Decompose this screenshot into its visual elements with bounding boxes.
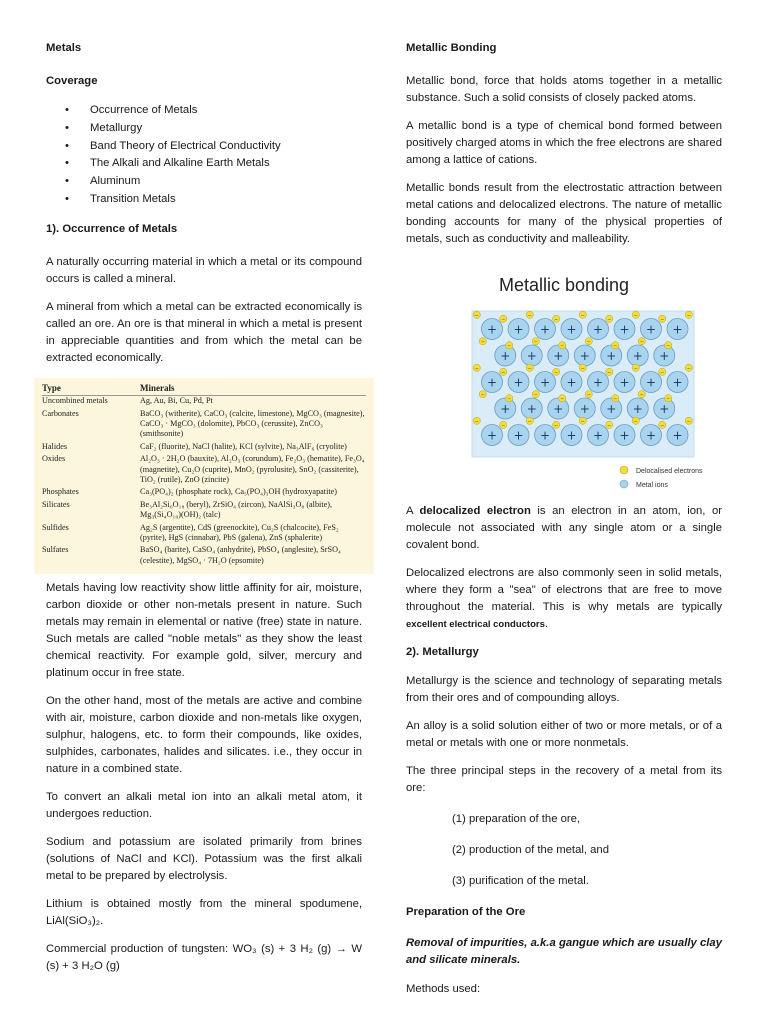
ion-charge-label: + — [486, 428, 498, 443]
ion-charge-label: + — [659, 349, 670, 363]
electron-charge-label: − — [533, 392, 538, 399]
bullet-icon: • — [65, 139, 69, 152]
electron-charge-label: − — [533, 339, 538, 346]
metal-ion-icon — [620, 480, 628, 488]
list-item: • Occurrence of Metals — [46, 102, 362, 120]
electron-charge-label: − — [586, 392, 591, 399]
electron-charge-label: − — [586, 339, 591, 346]
metallic-bonding-figure — [406, 259, 722, 489]
table-row: Sulfides Ag₂S (argentite), CdS (greenockite), Cu₂S (chalcocite), FeS₂ (pyrite), HgS (cinnabar), PbS (galena), ZnS (sphalerite) — [42, 522, 339, 543]
ion-charge-label: + — [592, 375, 604, 390]
paragraph: A naturally occurring material in which a metal or its compound occurs is called a mineral. — [46, 255, 362, 285]
paragraph: An alloy is a solid solution either of two or more metals, or of a metal or metals with one or more nonmetals. — [406, 720, 722, 749]
electron-charge-label: − — [480, 339, 485, 346]
ion-charge-label: + — [645, 375, 657, 390]
paragraph: A metallic bond is a type of chemical bond formed between positively charged atoms in which the free electrons are shared among a lattice of cations. — [406, 120, 722, 166]
ion-charge-label: + — [672, 375, 683, 390]
ion-charge-label: + — [513, 428, 524, 443]
table-row: Silicates Be₃Al₂Si₆O₁₈ (beryl), ZrSiO₄ (zircon), NaAlSi₃O₈ (albite), Mg₃(Si₄O₁₀)(OH)₂ (talc) — [42, 499, 333, 520]
ion-charge-label: + — [619, 375, 630, 390]
ion-charge-label: + — [539, 428, 551, 443]
paragraph: Metallic bond, force that holds atoms together in a metallic substance. Such a solid consists of closely packed atoms. — [406, 75, 722, 104]
electron-charge-label: − — [639, 392, 644, 399]
electron-charge-label: − — [554, 422, 559, 429]
electron-charge-label: − — [501, 369, 506, 376]
section-title-metallurgy: 2). Metallurgy — [406, 646, 479, 658]
diagram-title: Metallic bonding — [498, 275, 630, 295]
table-header-type: Type — [42, 382, 140, 396]
bullet-icon: • — [65, 192, 69, 205]
list-item: • Transition Metals — [46, 191, 362, 209]
electron-charge-label: − — [666, 343, 671, 350]
electron-charge-label: − — [633, 312, 638, 319]
electron-charge-label: − — [580, 312, 585, 319]
list-item: • Metallurgy — [46, 120, 362, 138]
electron-charge-label: − — [501, 422, 506, 429]
ion-charge-label: + — [566, 375, 577, 390]
electron-charge-label: − — [613, 396, 618, 403]
paragraph: Metals having low reactivity show little affinity for air, moisture, carbon dioxide or other non-metals present in nature. Such metals may remain in elemental or native (free) state in nature. Such metals are called "noble metals" as they show the least chemical reactivity. For example gold, silver, mercury and platinum occur in free state. — [46, 582, 362, 680]
ion-charge-label: + — [632, 349, 643, 363]
ion-charge-label: + — [526, 402, 537, 416]
ion-charge-label: + — [500, 402, 511, 416]
electron-charge-label: − — [527, 365, 532, 372]
electron-charge-label: − — [607, 369, 612, 376]
electron-charge-label: − — [474, 312, 479, 319]
table-row: Phosphates Ca₃(PO₄)₂ (phosphate rock), Ca₅(PO₄)₃OH (hydroxyapatite) — [42, 487, 337, 497]
ion-charge-label: + — [553, 402, 564, 416]
electron-charge-label: − — [613, 343, 618, 350]
list-item: (1) preparation of the ore, — [452, 813, 581, 825]
ion-charge-label: + — [592, 428, 604, 443]
electron-charge-label: − — [639, 339, 644, 346]
right-column — [406, 40, 722, 1009]
ion-charge-label: + — [606, 402, 617, 416]
list-item: • Aluminum — [46, 173, 362, 191]
term-conductors: excellent electrical conductors — [406, 619, 545, 630]
electron-charge-label: − — [580, 365, 585, 372]
term-delocalized-electron: delocalized electron — [419, 505, 531, 517]
electron-charge-label: − — [686, 312, 691, 319]
bullet-icon: • — [65, 175, 69, 188]
ion-charge-label: + — [513, 375, 524, 390]
electron-charge-label: − — [660, 422, 665, 429]
table-row: Sulfates BaSO₄ (barite), CaSO₄ (anhydrite), PbSO₄ (anglesite), SrSO₄ (celestite), MgSO₄ · 7H₂O (epsomite) — [42, 545, 341, 565]
ion-charge-label: + — [539, 375, 551, 390]
left-column — [42, 40, 365, 986]
paragraph: The three principal steps in the recovery of a metal from its ore: — [406, 765, 722, 794]
electron-charge-label: − — [666, 396, 671, 403]
electron-charge-label: − — [560, 343, 565, 350]
electron-charge-label: − — [507, 396, 512, 403]
coverage-list — [46, 102, 362, 209]
ion-charge-label: + — [606, 349, 617, 363]
ion-charge-label: + — [513, 322, 524, 337]
table-row: Oxides Al₂O₃ · 2H₂O (bauxite), Al₂O₃ (corundum), Fe₂O₃ (hematite), Fe₃O₄ (magnetite), Cu₂O (cuprite), MnO₂ (pyrolusite), SnO₂ (cassiterite), TiO₂ (rutile), ZnO (zincite) — [42, 454, 365, 485]
table-row: Carbonates BaCO₃ (witherite), CaCO₃ (calcite, limestone), MgCO₃ (magnesite), CaCO₃ · MgCO₃ (dolomite), PbCO₃ (cerussite), ZnCO₃ (smithsonite) — [42, 408, 365, 439]
table-row: Halides CaF₂ (fluorite), NaCl (halite), KCl (sylvite), Na₃AlF₆ (cryolite) — [42, 441, 347, 451]
legend-electrons — [620, 466, 703, 475]
list-item: (2) production of the metal, and — [452, 844, 609, 856]
legend-ions — [620, 480, 668, 489]
legend-ions-label: Metal ions — [636, 482, 668, 489]
electron-charge-label: − — [554, 316, 559, 323]
electron-charge-label: − — [633, 365, 638, 372]
paragraph: Delocalized electrons are also commonly seen in solid metals, where they form a "sea" of electrons that are free to move throughout the material. This is why metals are typically excellent electrical conductors. — [406, 567, 722, 630]
ion-charge-label: + — [539, 322, 551, 337]
ion-charge-label: + — [645, 322, 657, 337]
electron-charge-label: − — [474, 365, 479, 372]
metallic-bonding-diagram — [406, 259, 722, 489]
ion-charge-label: + — [579, 402, 590, 416]
bullet-icon: • — [65, 121, 69, 134]
electron-charge-label: − — [554, 369, 559, 376]
ion-charge-label: + — [579, 349, 590, 363]
electron-charge-label: − — [480, 392, 485, 399]
electron-charge-label: − — [607, 422, 612, 429]
electron-charge-label: − — [607, 316, 612, 323]
paragraph: To convert an alkali metal ion into an alkali metal atom, it undergoes reduction. — [46, 791, 362, 821]
electron-charge-label: − — [660, 316, 665, 323]
table-header-minerals: Minerals — [140, 382, 366, 396]
section-title-occurrence: 1). Occurrence of Metals — [46, 222, 178, 235]
ion-charge-label: + — [645, 428, 657, 443]
ion-charge-label: + — [672, 428, 683, 443]
paragraph: Lithium is obtained mostly from the mineral spodumene, LiAl(SiO₃)₂. — [46, 898, 362, 928]
paragraph: A delocalized electron is an electron in an atom, ion, or molecule not associated with any single atom or a single covalent bond. — [406, 505, 722, 551]
paragraph: Removal of impurities, a.k.a gangue which are usually clay and silicate minerals. — [406, 937, 722, 966]
electron-charge-label: − — [560, 396, 565, 403]
electron-charge-label: − — [501, 316, 506, 323]
electron-charge-label: − — [580, 418, 585, 425]
paragraph: On the other hand, most of the metals are active and combine with air, moisture, carbon dioxide and non-metals like oxygen, sulphur, halogens, etc. to form their compounds, like oxides, sulphides, carbonates, halides and silicates. i.e., they occur in nature in a combined state. — [46, 695, 362, 776]
legend-electrons-label: Delocalised electrons — [636, 468, 703, 475]
list-item: • Band Theory of Electrical Conductivity — [46, 138, 362, 156]
electron-charge-label: − — [507, 343, 512, 350]
electron-charge-label: − — [474, 418, 479, 425]
coverage-title: Coverage — [46, 75, 98, 87]
ion-charge-label: + — [486, 375, 498, 390]
ion-charge-label: + — [619, 322, 630, 337]
ion-charge-label: + — [566, 428, 577, 443]
ion-charge-label: + — [486, 322, 498, 337]
ion-charge-label: + — [592, 322, 604, 337]
ion-charge-label: + — [659, 402, 670, 416]
paragraph: Sodium and potassium are isolated primarily from brines (solutions of NaCl and KCl). Potassium was the first alkali metal to be prepared by electrolysis. — [46, 836, 362, 883]
minerals-table — [34, 378, 374, 575]
electron-charge-label: − — [633, 418, 638, 425]
preparation-heading: Preparation of the Ore — [406, 906, 526, 918]
paragraph: Methods used: — [406, 983, 481, 995]
paragraph: Metallic bonds result from the electrostatic attraction between metal cations and delocalized electrons. The nature of metallic bonding accounts for many of the physical properties of metals, such as conductivity and malleability. — [406, 182, 722, 245]
ion-charge-label: + — [500, 349, 511, 363]
electron-icon — [620, 466, 628, 474]
ion-charge-label: + — [553, 349, 564, 363]
bullet-icon: • — [65, 157, 69, 170]
ion-charge-label: + — [619, 428, 630, 443]
paragraph: Commercial production of tungsten: WO₃ (s) + 3 H₂ (g) → W (s) + 3 H₂O (g) — [46, 943, 362, 973]
electron-charge-label: − — [527, 312, 532, 319]
list-item: (3) purification of the metal. — [452, 875, 589, 887]
ion-charge-label: + — [672, 322, 683, 337]
electron-charge-label: − — [686, 418, 691, 425]
bullet-icon: • — [65, 104, 69, 116]
metallic-bonding-heading: Metallic Bonding — [406, 42, 497, 54]
paragraph: A mineral from which a metal can be extracted economically is called an ore. An ore is that mineral in which a metal is present in appreciable quantities and from which the metal can be extracted economically. — [46, 300, 362, 364]
ion-charge-label: + — [526, 349, 537, 363]
table-row: Uncombined metals Ag, Au, Bi, Cu, Pd, Pt — [42, 396, 213, 406]
ion-charge-label: + — [632, 402, 643, 416]
list-item: • The Alkali and Alkaline Earth Metals — [46, 155, 362, 173]
electron-charge-label: − — [660, 369, 665, 376]
ion-charge-label: + — [566, 322, 577, 337]
paragraph: Metallurgy is the science and technology of separating metals from their ores and of compounding alloys. — [406, 675, 722, 704]
electron-charge-label: − — [686, 365, 691, 372]
electron-charge-label: − — [527, 418, 532, 425]
page-heading: Metals — [46, 42, 82, 54]
